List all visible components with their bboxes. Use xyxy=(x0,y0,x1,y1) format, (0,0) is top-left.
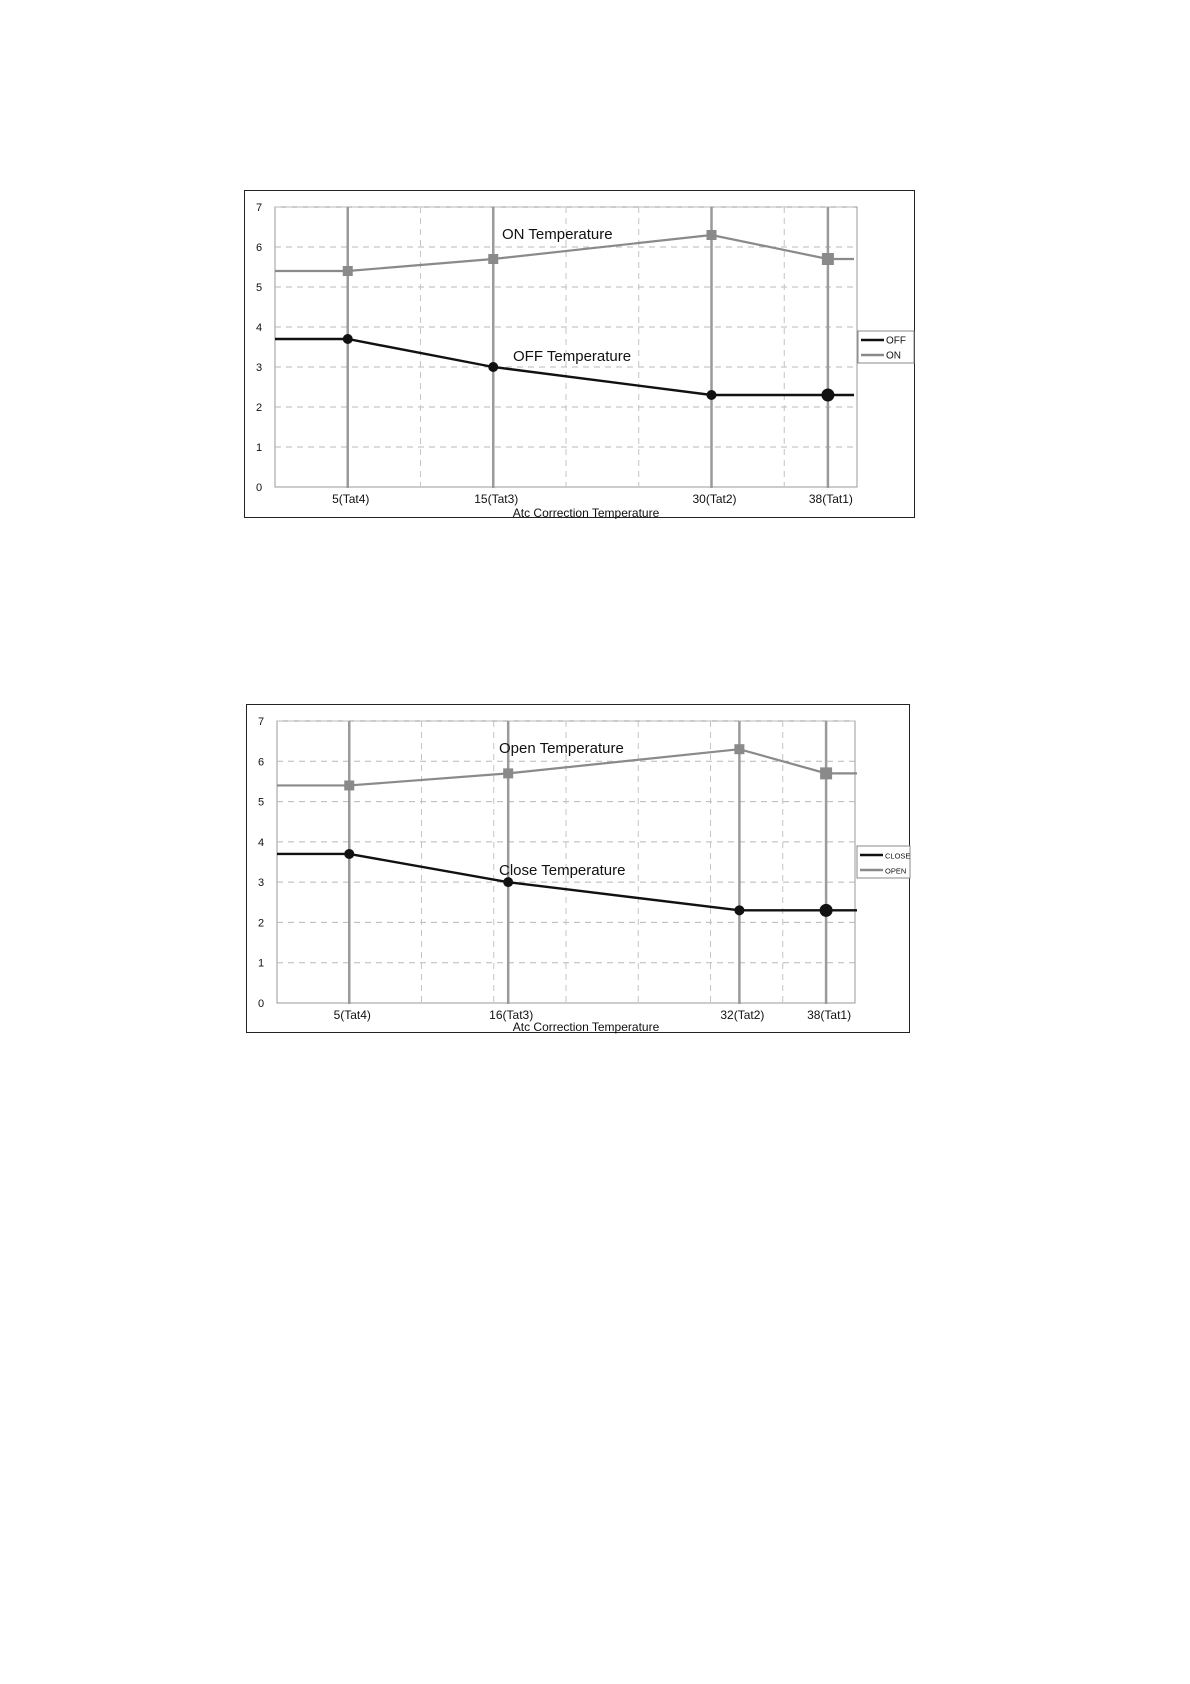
data-point-open xyxy=(503,768,513,778)
x-axis-label: Atc Correction Temperature xyxy=(512,1020,660,1034)
y-tick-label: 7 xyxy=(257,716,265,728)
x-tick-label: 32(Tat2) xyxy=(720,1008,765,1022)
legend-label-close: CLOSE xyxy=(885,851,911,861)
y-tick-label: 2 xyxy=(255,402,263,414)
data-point-off xyxy=(821,389,834,402)
y-tick-label: 3 xyxy=(257,877,265,890)
x-tick-label: 30(Tat2) xyxy=(692,492,737,506)
annotation-label: Open Temperature xyxy=(499,740,624,757)
chart-open-close xyxy=(246,704,910,1033)
data-point-on xyxy=(343,266,353,276)
y-tick-label: 6 xyxy=(257,756,265,769)
data-point-open xyxy=(820,767,832,779)
y-tick-label: 5 xyxy=(255,282,263,294)
y-tick-label: 3 xyxy=(255,362,263,374)
x-tick-label: 16(Tat3) xyxy=(489,1008,534,1022)
y-tick-label: 2 xyxy=(257,917,265,930)
x-tick-label: 5(Tat4) xyxy=(332,492,370,506)
y-tick-label: 0 xyxy=(255,482,263,494)
data-point-open xyxy=(344,780,354,790)
data-point-on xyxy=(488,254,498,264)
x-axis-label: Atc Correction Temperature xyxy=(512,506,660,519)
x-tick-label: 38(Tat1) xyxy=(808,492,853,506)
annotation-label: ON Temperature xyxy=(502,226,613,243)
y-tick-label: 0 xyxy=(257,998,265,1010)
y-tick-label: 1 xyxy=(257,957,265,970)
chart-on-off-svg xyxy=(245,191,916,519)
chart-on-off xyxy=(244,190,915,518)
x-tick-label: 15(Tat3) xyxy=(474,492,519,506)
data-point-off xyxy=(488,362,498,372)
annotation-label: Close Temperature xyxy=(499,862,626,879)
data-point-close xyxy=(344,849,354,859)
y-tick-label: 4 xyxy=(255,322,263,334)
chart-open-close-svg xyxy=(247,705,911,1034)
y-tick-label: 5 xyxy=(257,796,265,809)
data-point-off xyxy=(343,334,353,344)
legend-label-off: OFF xyxy=(886,335,906,347)
data-point-open xyxy=(734,744,744,754)
data-point-on xyxy=(822,253,834,265)
x-tick-label: 5(Tat4) xyxy=(333,1008,371,1022)
plot-area xyxy=(275,207,857,487)
y-tick-label: 7 xyxy=(255,202,263,214)
legend-label-on: ON xyxy=(886,350,901,362)
data-point-off xyxy=(707,390,717,400)
y-tick-label: 4 xyxy=(257,836,265,849)
data-point-on xyxy=(707,230,717,240)
annotation-label: OFF Temperature xyxy=(513,348,632,365)
x-tick-label: 38(Tat1) xyxy=(807,1008,852,1022)
data-point-close xyxy=(734,905,744,915)
data-point-close xyxy=(820,904,833,917)
y-tick-label: 1 xyxy=(255,442,263,454)
legend-label-open: OPEN xyxy=(885,866,907,876)
y-tick-label: 6 xyxy=(255,242,263,254)
